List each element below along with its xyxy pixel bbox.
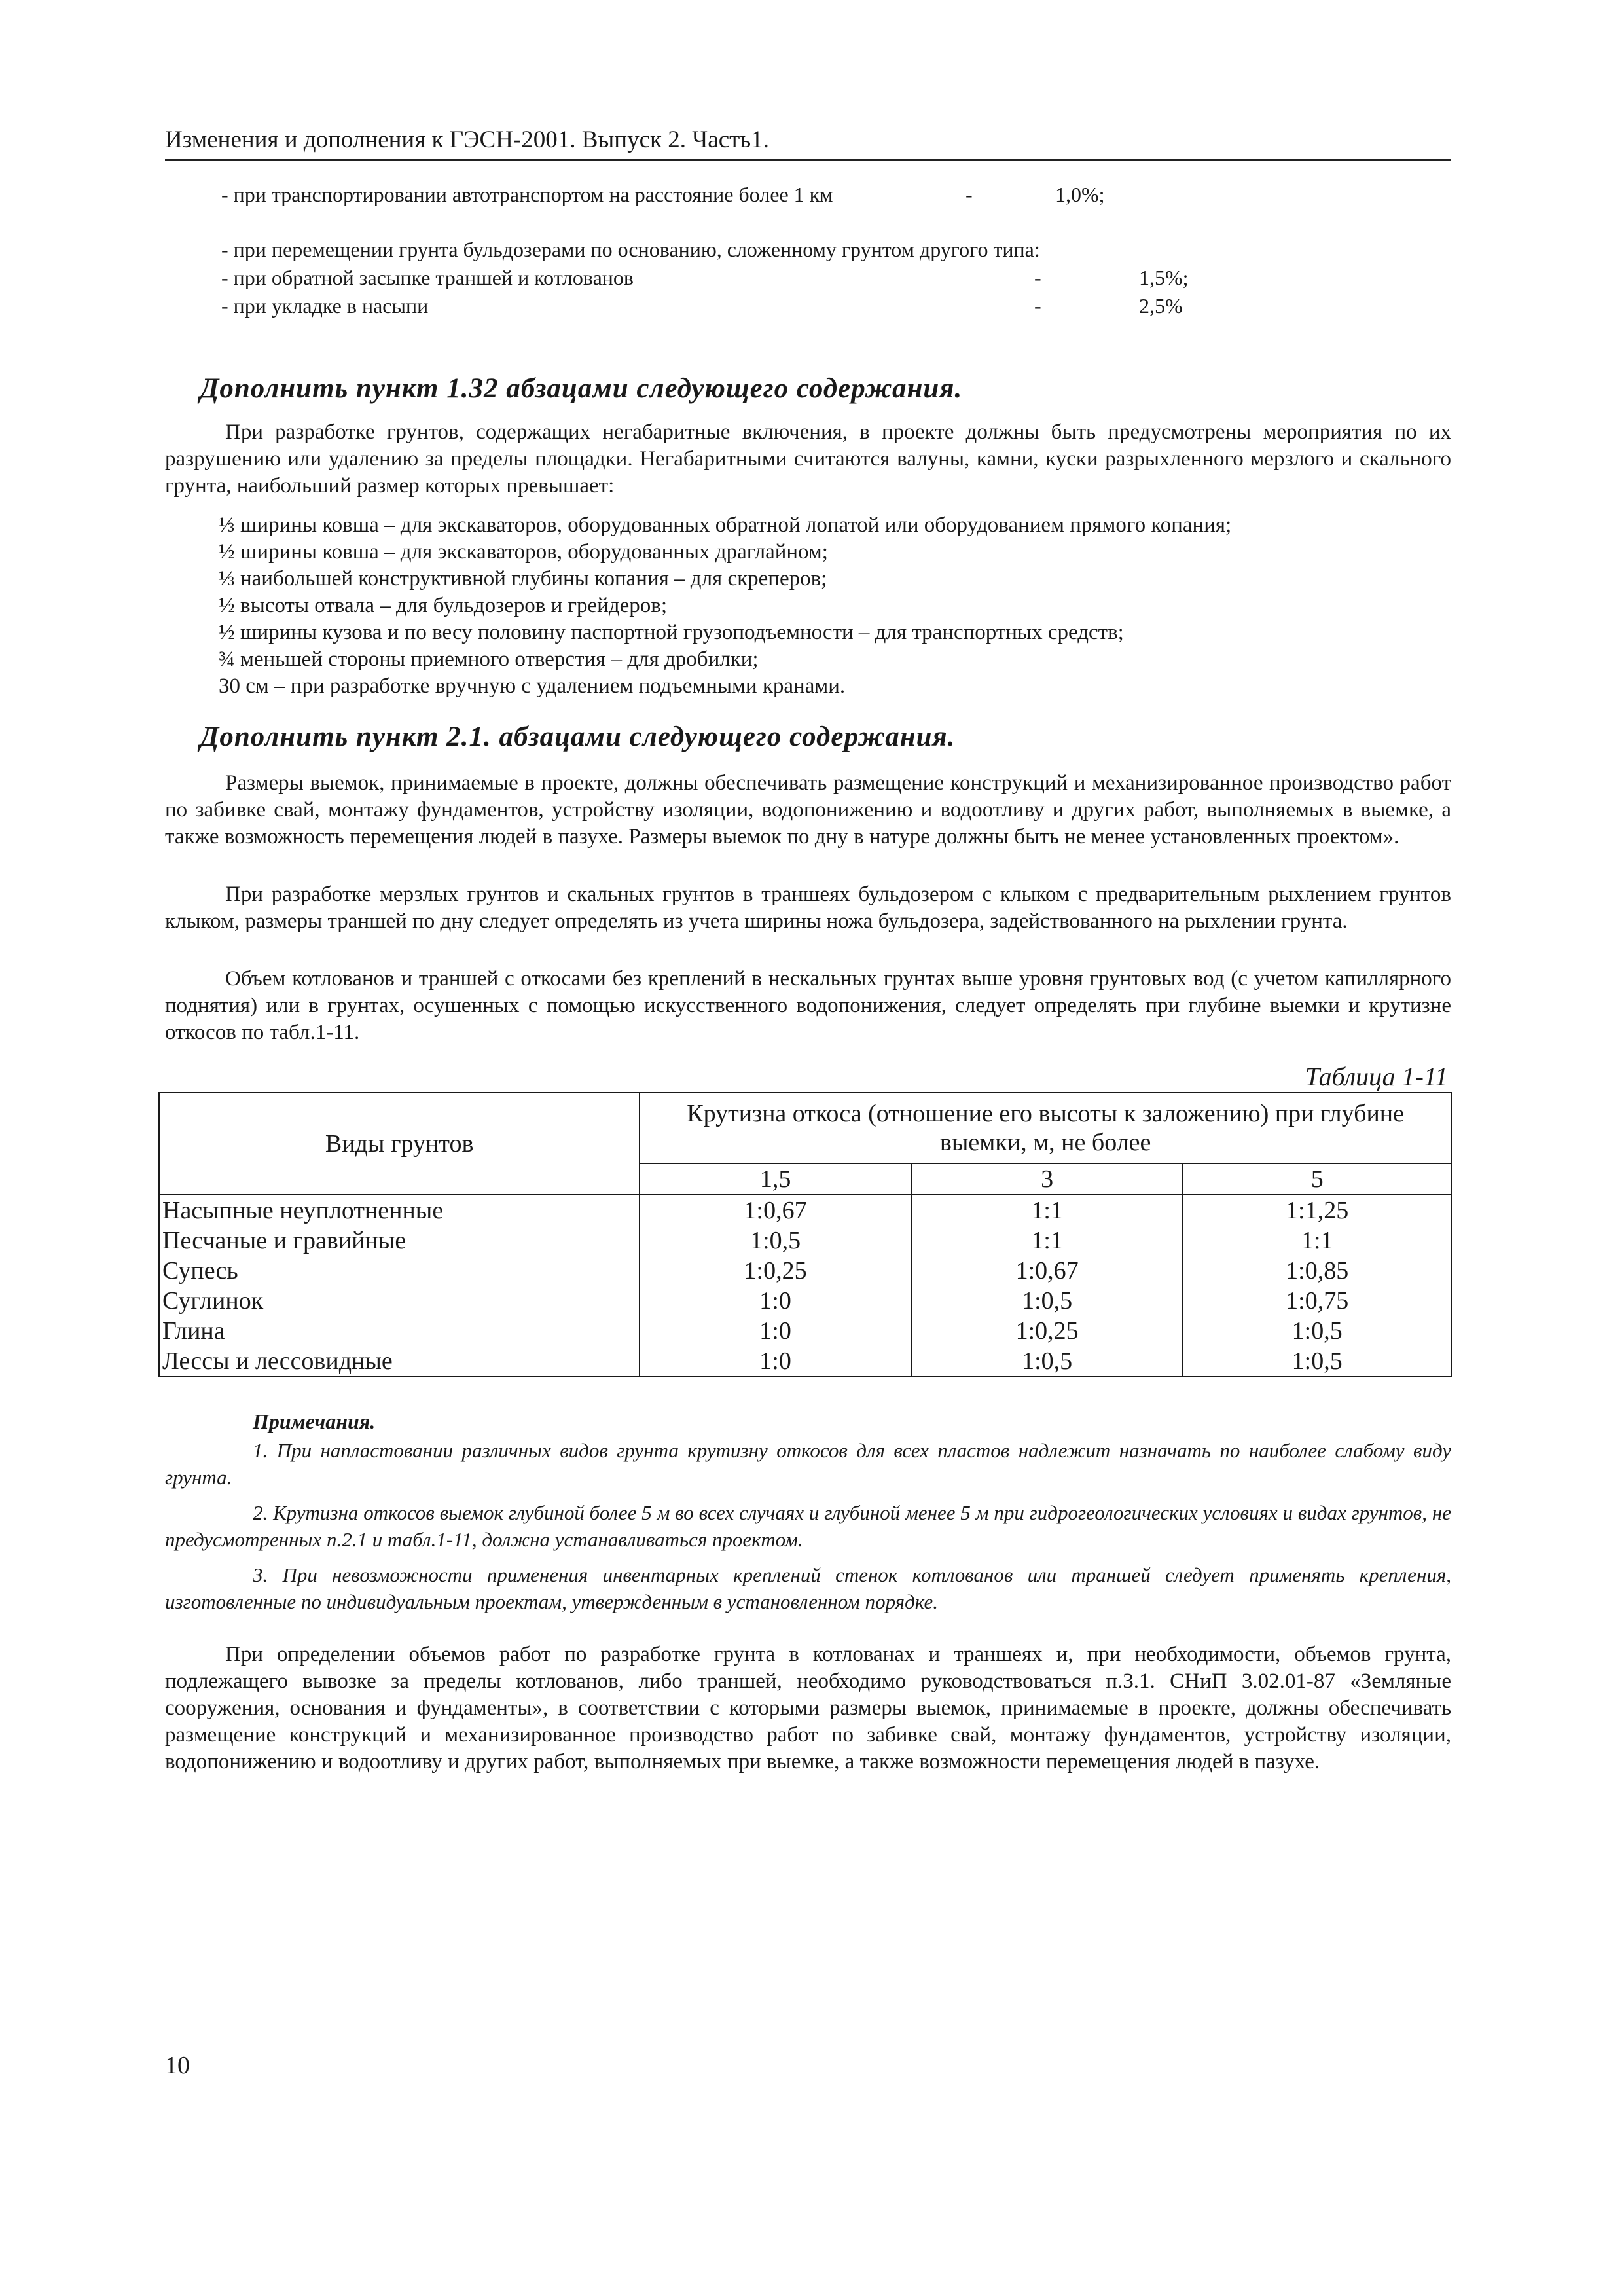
loss-line-embankment: - при укладке в насыпи	[221, 294, 429, 318]
loss-value: 1,0%;	[1055, 183, 1105, 206]
depth-header: 1,5	[640, 1163, 911, 1195]
note-item: 2. Крутизна откосов выемок глубиной более 5 м во всех случаях и глубиной менее 5 м при гидрогеологических условиях и видах грунтов, не предусмотренных п.2.1 и табл.1-11, должна устанавливаться проектом.	[165, 1501, 1451, 1551]
page-number: 10	[165, 2052, 190, 2079]
list-item: ¾ меньшей стороны приемного отверстия – для дробилки;	[219, 647, 759, 671]
table-caption: Таблица 1-11	[1305, 1062, 1448, 1091]
note-item: 3. При невозможности применения инвентарных креплений стенок котлованов или траншей следует применять крепления, изготовленные по индивидуальным проектам, утвержденным в установленном порядке.	[165, 1563, 1451, 1613]
list-item: 30 см – при разработке вручную с удалением подъемными кранами.	[219, 674, 846, 698]
running-header: Изменения и дополнения к ГЭСН-2001. Выпуск 2. Часть1.	[165, 126, 769, 153]
slope-cell: 1:0	[640, 1286, 911, 1316]
paragraph-excavation-size: Размеры выемок, принимаемые в проекте, должны обеспечивать размещение конструкций и механизированное производство работ по забивке свай, монтажу фундаментов, устройству изоляции, водопонижению и водоотливу и других работ, выполняемых в выемке, а также возможность перемещения людей в пазухе. Размеры выемок по дну в натуре должны быть не менее установленных проектом».	[165, 771, 1451, 848]
depth-header: 3	[911, 1163, 1183, 1195]
loss-line-transport: - при транспортировании автотранспортом на расстояние более 1 км	[221, 183, 833, 206]
loss-line-backfill: - при обратной засыпке траншей и котлованов	[221, 266, 634, 289]
slope-cell: 1:0,5	[1183, 1316, 1451, 1346]
soil-cell: Суглинок	[159, 1286, 640, 1316]
slope-cell: 1:0,25	[911, 1316, 1183, 1346]
loss-value: 2,5%	[1139, 294, 1183, 318]
paragraph-volume-calculation: При определении объемов работ по разработке грунта в котлованах и траншеях и, при необходимости, объемов грунта, подлежащего вывозке за пределы котлованов, либо траншей, необходимо руководствоваться п.3.1. СНиП 3.02.01-87 «Земляные сооружения, основания и фундаменты», в соответствии с которыми размеры выемок, принимаемые в проекте, должны обеспечивать размещение конструкций и механизированное производство работ по забивке свай, монтажу фундаментов, устройству изоляции, водопонижению и водоотливу и других работ, выполняемых при выемке, а также возможности перемещения людей в пазухе.	[165, 1643, 1451, 1774]
slope-cell: 1:0,75	[1183, 1286, 1451, 1316]
list-item: ½ ширины кузова и по весу половину паспортной грузоподъемности – для транспортных средств;	[219, 621, 1124, 644]
slope-cell: 1:0,67	[911, 1256, 1183, 1286]
slope-cell: 1:0,5	[911, 1286, 1183, 1316]
slope-cell: 1:0,67	[640, 1195, 911, 1226]
slope-cell: 1:1	[911, 1226, 1183, 1256]
slope-cell: 1:0,25	[640, 1256, 911, 1286]
note-item: 1. При напластовании различных видов грунта крутизну откосов для всех пластов надлежит назначать по наиболее слабому виду грунта.	[165, 1439, 1451, 1489]
loss-dash: -	[965, 183, 973, 206]
soil-cell: Насыпные неуплотненные	[159, 1195, 640, 1226]
loss-value: 1,5%;	[1139, 266, 1189, 289]
loss-line-bulldozer: - при перемещении грунта бульдозерами по основанию, сложенному грунтом другого типа:	[221, 238, 1040, 261]
section-heading-2-1: Дополнить пункт 2.1. абзацами следующего содержания.	[200, 721, 956, 752]
column-header-soil: Виды грунтов	[159, 1093, 640, 1195]
slope-cell: 1:0,5	[640, 1226, 911, 1256]
list-item: ½ ширины ковша – для экскаваторов, оборудованных драглайном;	[219, 540, 828, 564]
table-row	[159, 1316, 1451, 1346]
slope-cell: 1:0	[640, 1316, 911, 1346]
table-row	[159, 1346, 1451, 1377]
soil-cell: Песчаные и гравийные	[159, 1226, 640, 1256]
loss-dash: -	[1034, 294, 1041, 318]
table-row	[159, 1195, 1451, 1226]
slope-cell: 1:0,85	[1183, 1256, 1451, 1286]
soil-cell: Супесь	[159, 1256, 640, 1286]
slope-cell: 1:0,5	[911, 1346, 1183, 1377]
list-item: ½ высоты отвала – для бульдозеров и грейдеров;	[219, 594, 668, 617]
slope-table	[158, 1092, 1452, 1377]
paragraph-oversize: При разработке грунтов, содержащих негабаритные включения, в проекте должны быть предусмотрены мероприятия по их разрушению или удалению за пределы площадки. Негабаритными считаются валуны, камни, куски разрыхленного мерзлого и скального грунта, наибольший размер которых превышает:	[165, 420, 1451, 498]
slope-cell: 1:0	[640, 1346, 911, 1377]
slope-cell: 1:1	[1183, 1226, 1451, 1256]
paragraph-pit-volume: Объем котлованов и траншей с откосами без креплений в нескальных грунтах выше уровня грунтовых вод (с учетом капиллярного поднятия) или в грунтах, осушенных с помощью искусственного водопонижения, следует определять при глубине выемки и крутизне откосов по табл.1-11.	[165, 967, 1451, 1044]
soil-cell: Лессы и лессовидные	[159, 1346, 640, 1377]
paragraph-frozen-soil: При разработке мерзлых грунтов и скальных грунтов в траншеях бульдозером с клыком с предварительным рыхлением грунтов клыком, размеры траншей по дну следует определять из учета ширины ножа бульдозера, задействованного на рыхлении грунта.	[165, 883, 1451, 933]
loss-dash: -	[1034, 266, 1041, 289]
table-row	[159, 1256, 1451, 1286]
slope-cell: 1:1	[911, 1195, 1183, 1226]
table-row	[159, 1226, 1451, 1256]
table-row	[159, 1286, 1451, 1316]
soil-cell: Глина	[159, 1316, 640, 1346]
slope-cell: 1:1,25	[1183, 1195, 1451, 1226]
list-item: ⅓ ширины ковша – для экскаваторов, оборудованных обратной лопатой или оборудованием прямого копания;	[219, 513, 1232, 537]
slope-cell: 1:0,5	[1183, 1346, 1451, 1377]
notes-title: Примечания.	[253, 1410, 376, 1433]
section-heading-1-32: Дополнить пункт 1.32 абзацами следующего содержания.	[200, 373, 963, 404]
column-header-slope: Крутизна откоса (отношение его высоты к заложению) при глубине выемки, м, не более	[640, 1093, 1451, 1163]
depth-header: 5	[1183, 1163, 1451, 1195]
list-item: ⅓ наибольшей конструктивной глубины копания – для скреперов;	[219, 567, 827, 591]
header-divider	[165, 159, 1451, 161]
